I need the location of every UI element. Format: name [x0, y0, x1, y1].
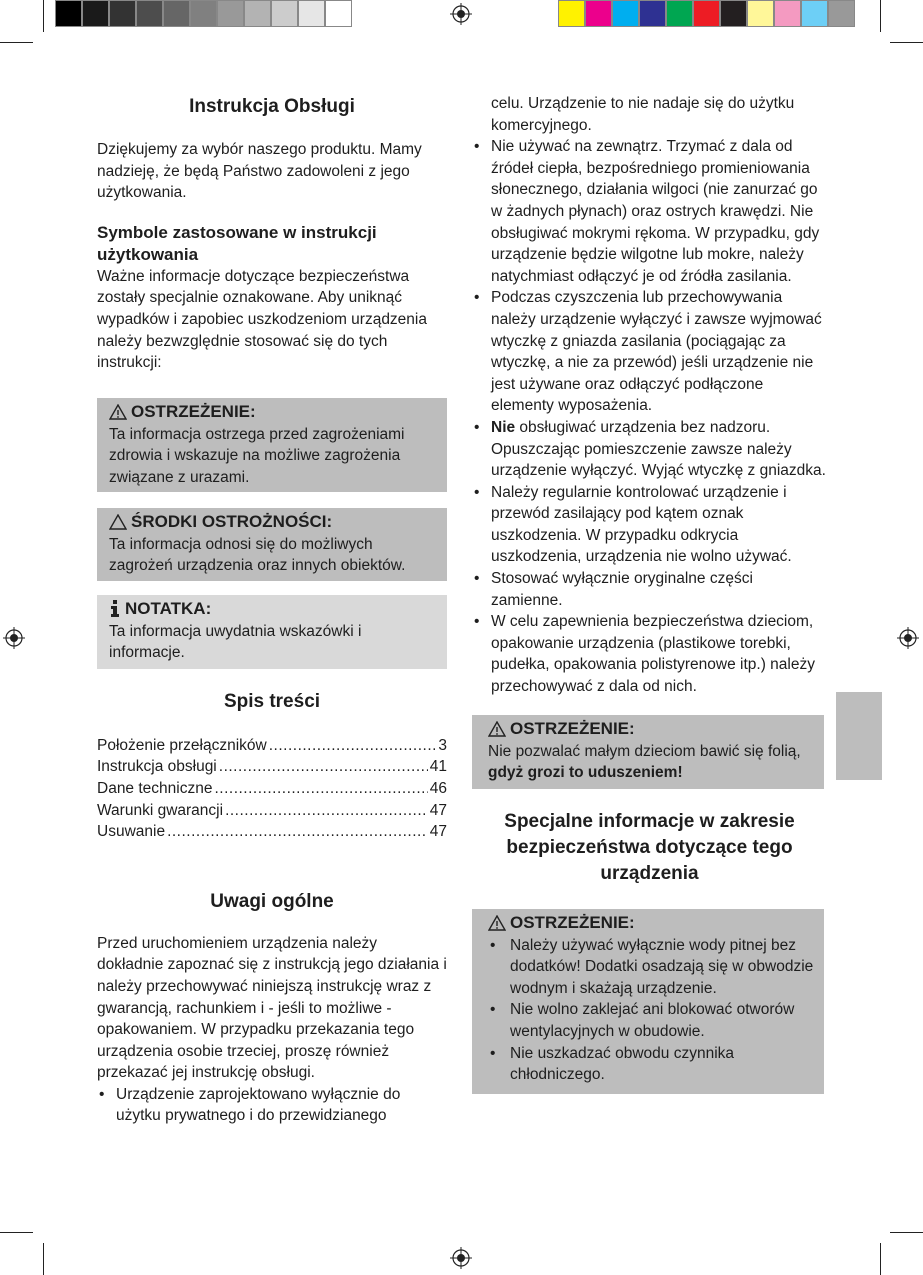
toc-entry-page: 47 [429, 801, 447, 819]
toc-leader-dots [167, 821, 428, 843]
crop-mark [890, 42, 923, 43]
toc-entry-label: Dane techniczne [97, 779, 213, 797]
child-warning-box [472, 715, 824, 789]
color-swatch [163, 0, 190, 27]
list-item: • Urządzenie zaprojektowano wyłącznie do użytku prywatnego i do przewidzianego [97, 1084, 447, 1127]
color-swatch [585, 0, 612, 27]
toc-entry [97, 778, 447, 800]
color-swatch [612, 0, 639, 27]
child-warning-title: OSTRZEŻENIE: [510, 718, 635, 738]
toc-leader-dots [225, 800, 428, 822]
toc-entry [97, 821, 447, 843]
color-swatch [747, 0, 774, 27]
crop-mark [0, 1232, 33, 1233]
crop-mark [880, 0, 881, 32]
toc-leader-dots [219, 756, 428, 778]
toc-entry [97, 756, 447, 778]
symbols-heading: Symbole zastosowane w instrukcji użytkowania [97, 222, 377, 264]
warning-box [97, 398, 447, 492]
color-swatch [136, 0, 163, 27]
caution-triangle-icon [109, 514, 127, 530]
left-column [97, 92, 447, 1127]
crop-mark [0, 42, 33, 43]
caution-box-text: Ta informacja odnosi się do możliwych zagrożeń urządzenia oraz innych obiektów. [109, 535, 406, 575]
list-item-text: obsługiwać urządzenia bez nadzoru. Opuszczając pomieszczenie zawsze należy urządzenie wyłączyć. Wyjąć wtyczkę z gniazdka. [491, 418, 826, 480]
warning-box-title: OSTRZEŻENIE: [131, 401, 256, 421]
toc-leader-dots [269, 735, 437, 757]
color-swatch [801, 0, 828, 27]
special-info-title: Specjalne informacje w zakresie bezpieczeństwa dotyczące tego urządzenia [504, 810, 795, 884]
child-warning-text: Nie pozwalać małym dzieciom bawić się folią, [488, 742, 801, 760]
list-item: • Nie uszkadzać obwodu czynnika chłodniczego. [488, 1043, 814, 1086]
registration-mark-icon [450, 1247, 472, 1269]
gray-calibration-bar [55, 0, 352, 29]
toc-leader-dots [214, 778, 427, 800]
list-item: • Nie wolno zaklejać ani blokować otworów wentylacyjnych w obudowie. [488, 999, 814, 1042]
toc-entry-page: 3 [438, 736, 447, 754]
color-swatch [639, 0, 666, 27]
note-box [97, 595, 447, 669]
general-notes-list [97, 1084, 447, 1127]
caution-box-title: ŚRODKI OSTROŻNOŚCI: [131, 511, 333, 531]
warning-triangle-icon [109, 404, 127, 420]
symbols-paragraph: Ważne informacje dotyczące bezpieczeństwa zostały specjalnie oznakowane. Aby uniknąć wypadków i zapobiec uszkodzeniom urządzenia należy bezwzględnie stosować się do tych instrukcji: [97, 267, 427, 372]
caution-box [97, 508, 447, 581]
toc-entry-label: Położenie przełączników [97, 736, 267, 754]
crop-mark [880, 1243, 881, 1275]
color-swatch [82, 0, 109, 27]
toc-title: Spis treści [223, 690, 321, 712]
color-swatch [217, 0, 244, 27]
toc-entry-label: Warunki gwarancji [97, 801, 224, 819]
right-column [472, 92, 827, 1094]
color-swatch [693, 0, 720, 27]
list-item: • Należy używać wyłącznie wody pitnej bez dodatków! Dodatki osadzają się w obwodzie wodnym i skażają urządzenie. [488, 935, 814, 1000]
toc-entry [97, 735, 447, 757]
color-swatch [828, 0, 855, 27]
color-swatch [109, 0, 136, 27]
general-notes-paragraph: Przed uruchomieniem urządzenia należy dokładnie zapoznać się z instrukcją jego działania i należy przechowywać niniejszą instrukcję wraz z gwarancją, rachunkiem i - jeśli to możliwe - opakowaniem. W przypadku przekazania tego urządzenia osobie trzeciej, proszę również przekazać jej instrukcję obsługi. [97, 934, 447, 1082]
toc-entry-page: 47 [429, 823, 447, 841]
list-item: • Nie używać na zewnątrz. Trzymać z dala od źródeł ciepła, bezpośredniego promieniowania słonecznego, działania wilgoci (nie zanurzać go w żadnych płynach) oraz ostrych krawędzi. Nie obsługiwać mokrymi rękoma. W przypadku, gdy urządzenie będzie wilgotne lub mokre, należy natychmiast odłączyć je od źródła zasilania. [472, 136, 827, 287]
color-swatch [298, 0, 325, 27]
special-warning-box [472, 909, 824, 1094]
toc-entry-page: 41 [429, 758, 447, 776]
intro-paragraph: Dziękujemy za wybór naszego produktu. Mamy nadzieję, że będą Państwo zadowoleni z jego użytkowania. [97, 141, 422, 202]
continuation-paragraph: celu. Urządzenie to nie nadaje się do użytku komercyjnego. [491, 95, 795, 134]
note-box-text: Ta informacja uwydatnia wskazówki i informacje. [109, 622, 362, 662]
warning-box-text: Ta informacja ostrzega przed zagrożeniami zdrowia i wskazuje na możliwe zagrożenia związane z urazami. [109, 425, 405, 486]
warning-triangle-icon [488, 721, 506, 737]
child-warning-bold-text: gdyż grozi to uduszeniem! [488, 764, 683, 782]
list-item: • Podczas czyszczenia lub przechowywania należy urządzenie wyłączyć i zawsze wyjmować wtyczkę z gniazda zasilania (pociągając za wtyczkę, a nie za przewód) jeśli urządzenie nie jest używane oraz odłączyć podłączone elementy wyposażenia. [472, 287, 827, 417]
color-swatch [55, 0, 82, 27]
info-icon [109, 600, 121, 617]
color-swatch [558, 0, 585, 27]
crop-mark [890, 1232, 923, 1233]
color-calibration-bar [558, 0, 855, 29]
warning-triangle-icon [488, 915, 506, 931]
toc-entry-label: Usuwanie [97, 823, 166, 841]
general-notes-title: Uwagi ogólne [210, 890, 334, 912]
list-item-emphasis: Nie [491, 418, 516, 436]
color-swatch [720, 0, 747, 27]
list-item: • Należy regularnie kontrolować urządzenie i przewód zasilający pod kątem oznak uszkodzenia. W przypadku odkrycia uszkodzenia, urządzenia nie wolno używać. [472, 482, 827, 568]
color-swatch [774, 0, 801, 27]
page-title: Instrukcja Obsługi [189, 96, 355, 117]
list-item [472, 417, 827, 482]
registration-mark-icon [450, 3, 472, 25]
language-side-tab [836, 692, 882, 780]
special-warning-list [488, 935, 814, 1086]
list-item: • W celu zapewnienia bezpieczeństwa dzieciom, opakowanie urządzenia (plastikowe torebki, pudełka, opakowania polistyrenowe itp.) należy przechowywać z dala od nich. [472, 611, 827, 697]
special-warning-title: OSTRZEŻENIE: [510, 912, 635, 932]
registration-mark-icon [3, 627, 25, 649]
color-swatch [325, 0, 352, 27]
toc-entry [97, 800, 447, 822]
list-item: • Stosować wyłącznie oryginalne części zamienne. [472, 568, 827, 611]
safety-list [472, 136, 827, 697]
table-of-contents [97, 735, 447, 843]
note-box-title: NOTATKA: [125, 598, 212, 618]
registration-mark-icon [897, 627, 919, 649]
toc-entry-label: Instrukcja obsługi [97, 758, 217, 776]
color-swatch [666, 0, 693, 27]
color-swatch [190, 0, 217, 27]
toc-entry-page: 46 [429, 779, 447, 797]
color-swatch [271, 0, 298, 27]
color-swatch [244, 0, 271, 27]
crop-mark [43, 0, 44, 32]
crop-mark [43, 1243, 44, 1275]
